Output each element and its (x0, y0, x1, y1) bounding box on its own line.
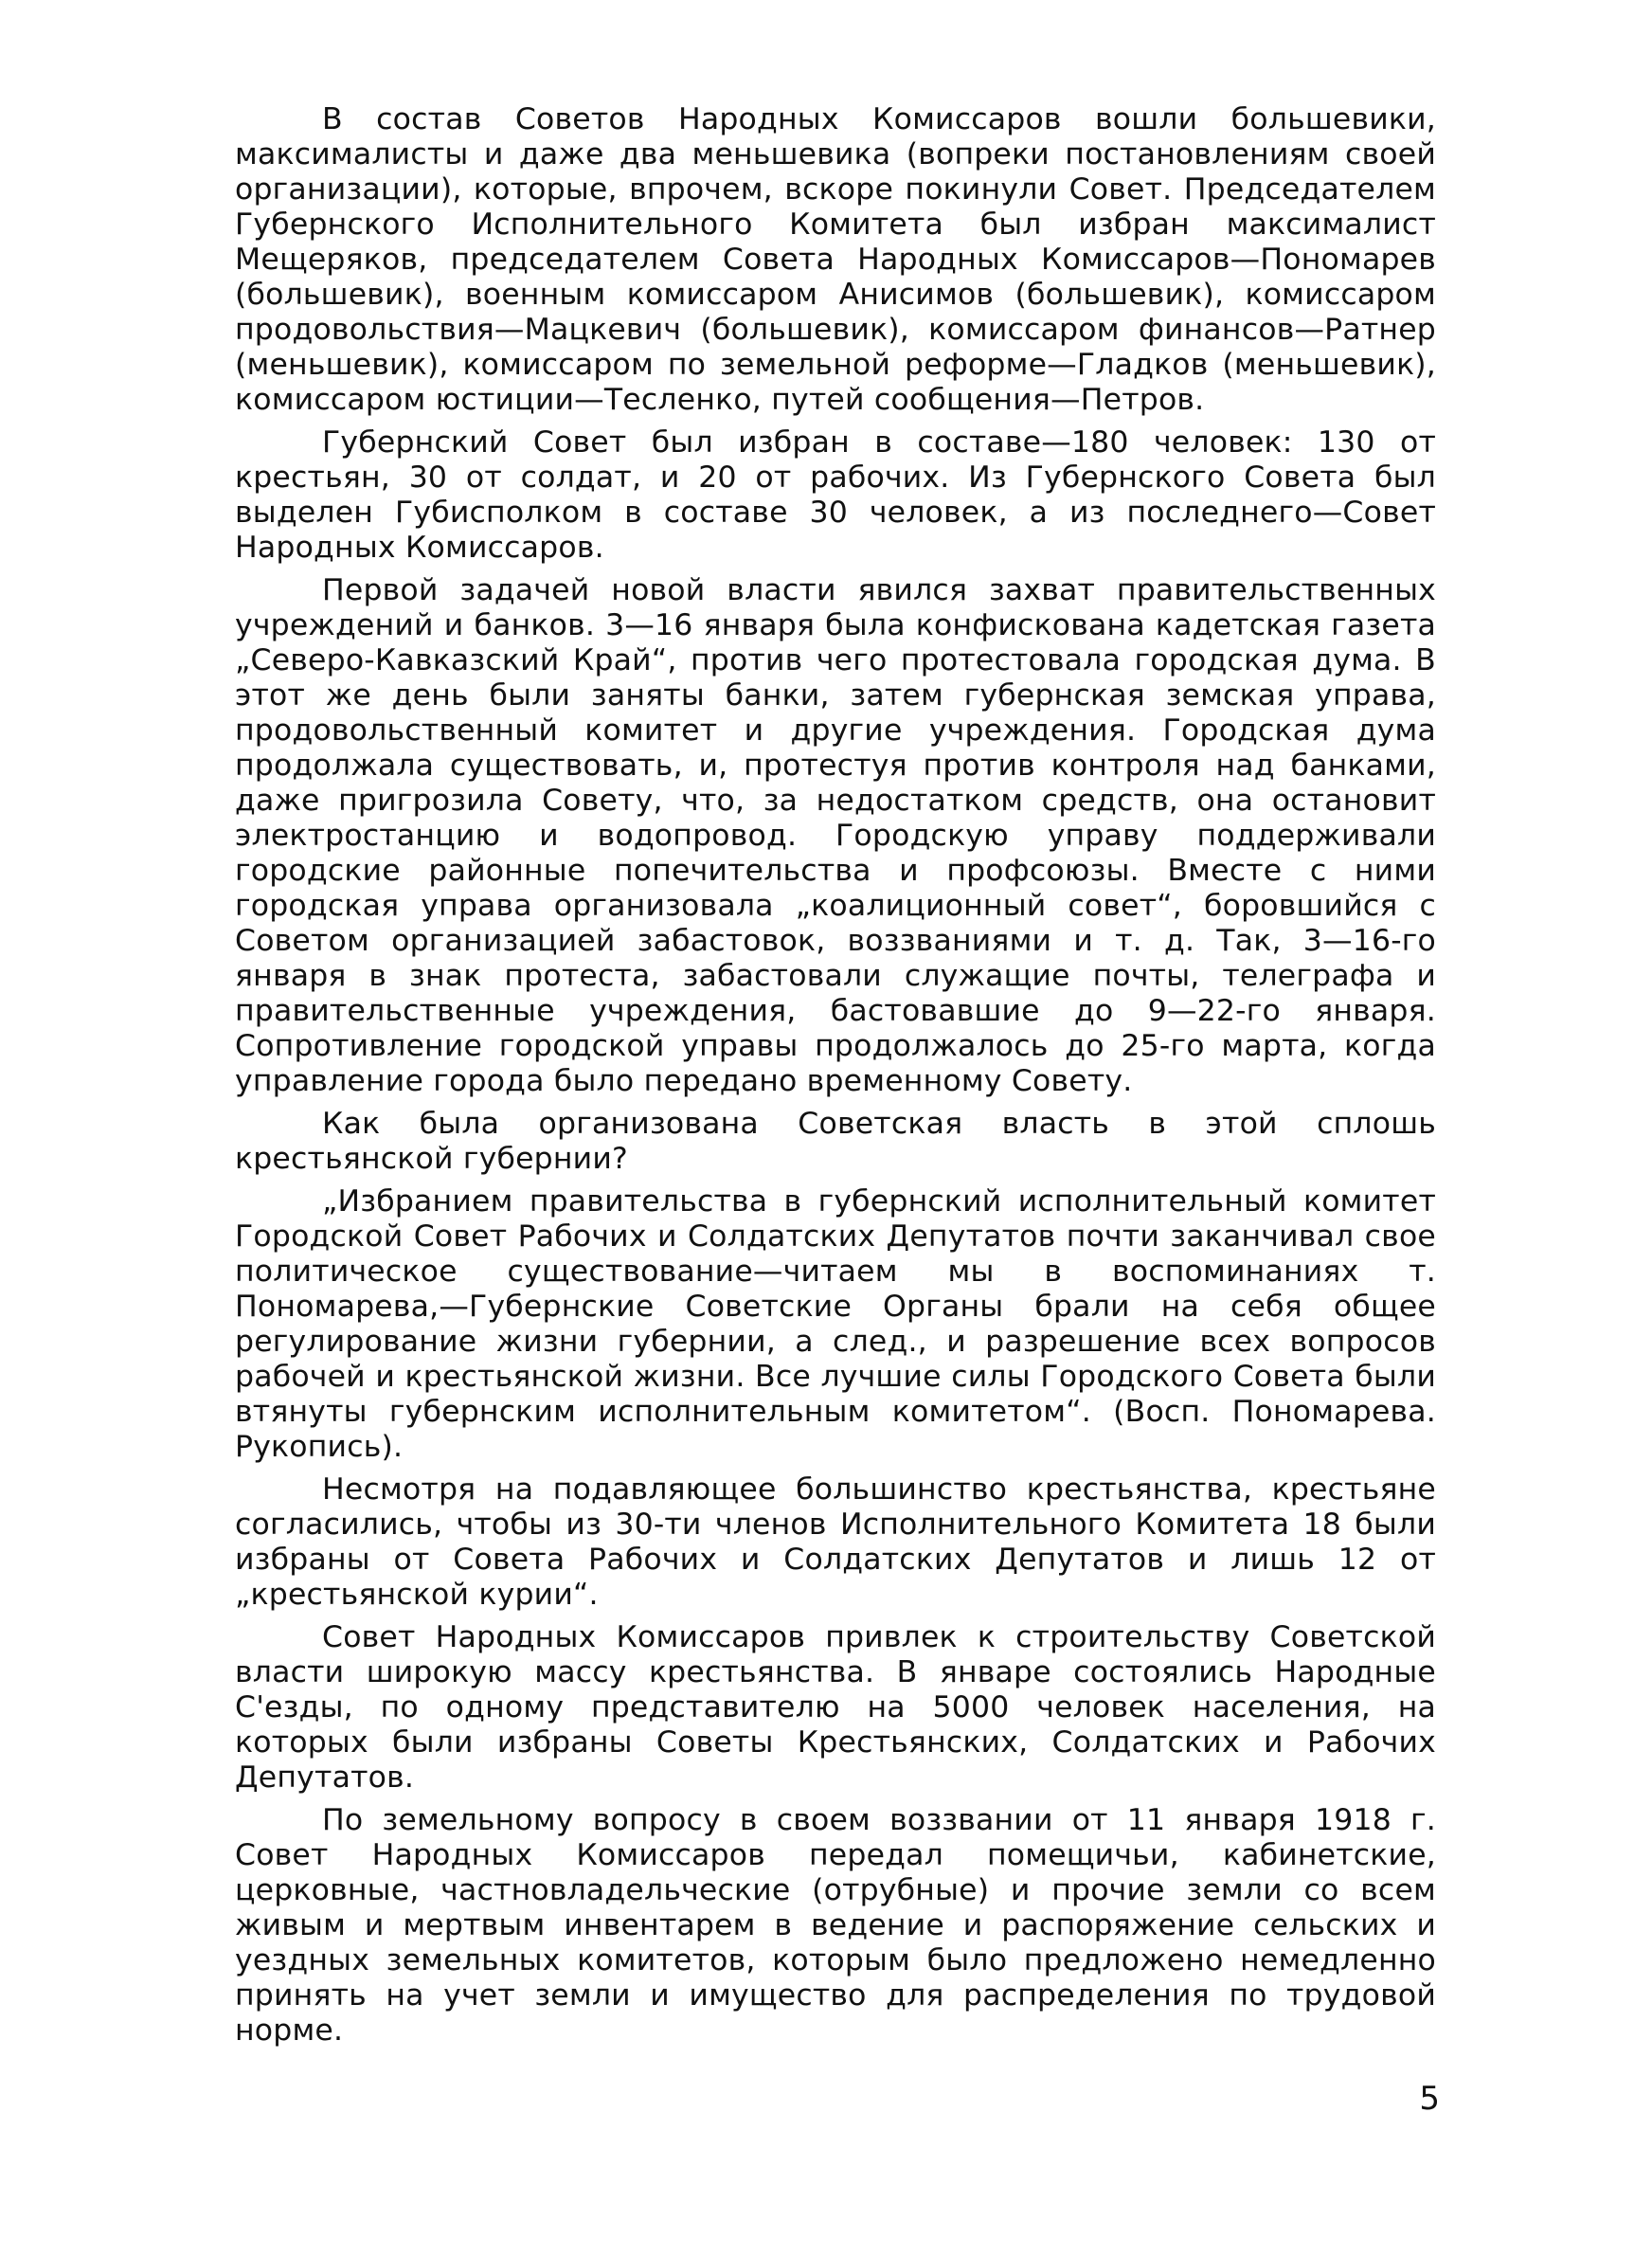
paragraph-peasant-curia: Несмотря на подавляющее большинство крестьянства, крестьяне согласились, чтобы из 30-ти членов Исполнительного Комитета 18 были избраны от Совета Рабочих и Солдатских Депутатов и лишь 12 от „крестьянской курии“. (235, 1472, 1436, 1612)
paragraph-seizure-of-institutions: Первой задачей новой власти явился захват правительственных учреждений и банков. 3—16 января была конфискована кадетская газета „Северо-Кавказский Край“, против чего протестовала городская дума. В этот же день были заняты банки, затем губернская земская управа, продовольственный комитет и другие учреждения. Городская дума продолжала существовать, и, протестуя против контроля над банками, даже пригрозила Совету, что, за недостатком средств, она остановит электростанцию и водопровод. Городскую управу поддерживали городские районные попечительства и профсоюзы. Вместе с ними городская управа организовала „коалиционный совет“, боровшийся с Советом организацией забастовок, воззваниями и т. д. Так, 3—16-го января в знак протеста, забастовали служащие почты, телеграфа и правительственные учреждения, бастовавшие до 9—22-го января. Сопротивление городской управы продолжалось до 25-го марта, когда управление города было передано временному Совету. (235, 573, 1436, 1098)
paragraph-quote-ponomarev: „Избранием правительства в губернский исполнительный комитет Городской Совет Рабочих и Солдатских Депутатов почти заканчивал свое политическое существование—читаем мы в воспоминаниях т. Пономарева,—Губернские Советские Органы брали на себя общее регулирование жизни губернии, а след., и разрешение всех вопросов рабочей и крестьянской жизни. Все лучшие силы Городского Совета были втянуты губернским исполнительным комитетом“. (Восп. Пономарева. Рукопись). (235, 1184, 1436, 1464)
page-body (235, 102, 1436, 2049)
paragraph-land-question: По земельному вопросу в своем воззвании от 11 января 1918 г. Совет Народных Комиссаров передал помещичьи, кабинетские, церковные, частновладельческие (отрубные) и прочие земли со всем живым и мертвым инвентарем в ведение и распоряжение сельских и уездных земельных комитетов, которым было предложено немедленно принять на учет земли и имущество для распределения по трудовой норме. (235, 1803, 1436, 2048)
paragraph-peoples-congresses: Совет Народных Комиссаров привлек к строительству Советской власти широкую массу крестьянства. В январе состоялись Народные С'езды, по одному представителю на 5000 человек населения, на которых были избраны Советы Крестьянских, Солдатских и Рабочих Депутатов. (235, 1620, 1436, 1795)
paragraph-question: Как была организована Советская власть в этой сплошь крестьянской губернии? (235, 1107, 1436, 1176)
page-number: 5 (1419, 2080, 1440, 2118)
paragraph-council-composition: В состав Советов Народных Комиссаров вошли большевики, максималисты и даже два меньшевика (вопреки постановлениям своей организации), которые, впрочем, вскоре покинули Совет. Председателем Губернского Исполнительного Комитета был избран максималист Мещеряков, председателем Совета Народных Комиссаров—Пономарев (большевик), военным комиссаром Анисимов (большевик), комиссаром продовольствия—Мацкевич (большевик), комиссаром финансов—Ратнер (меньшевик), комиссаром по земельной реформе—Гладков (меньшевик), комиссаром юстиции—Тесленко, путей сообщения—Петров. (235, 102, 1436, 417)
paragraph-gubernia-council: Губернский Совет был избран в составе—180 человек: 130 от крестьян, 30 от солдат, и 20 от рабочих. Из Губернского Совета был выделен Губисполком в составе 30 человек, а из последнего—Совет Народных Комиссаров. (235, 425, 1436, 565)
